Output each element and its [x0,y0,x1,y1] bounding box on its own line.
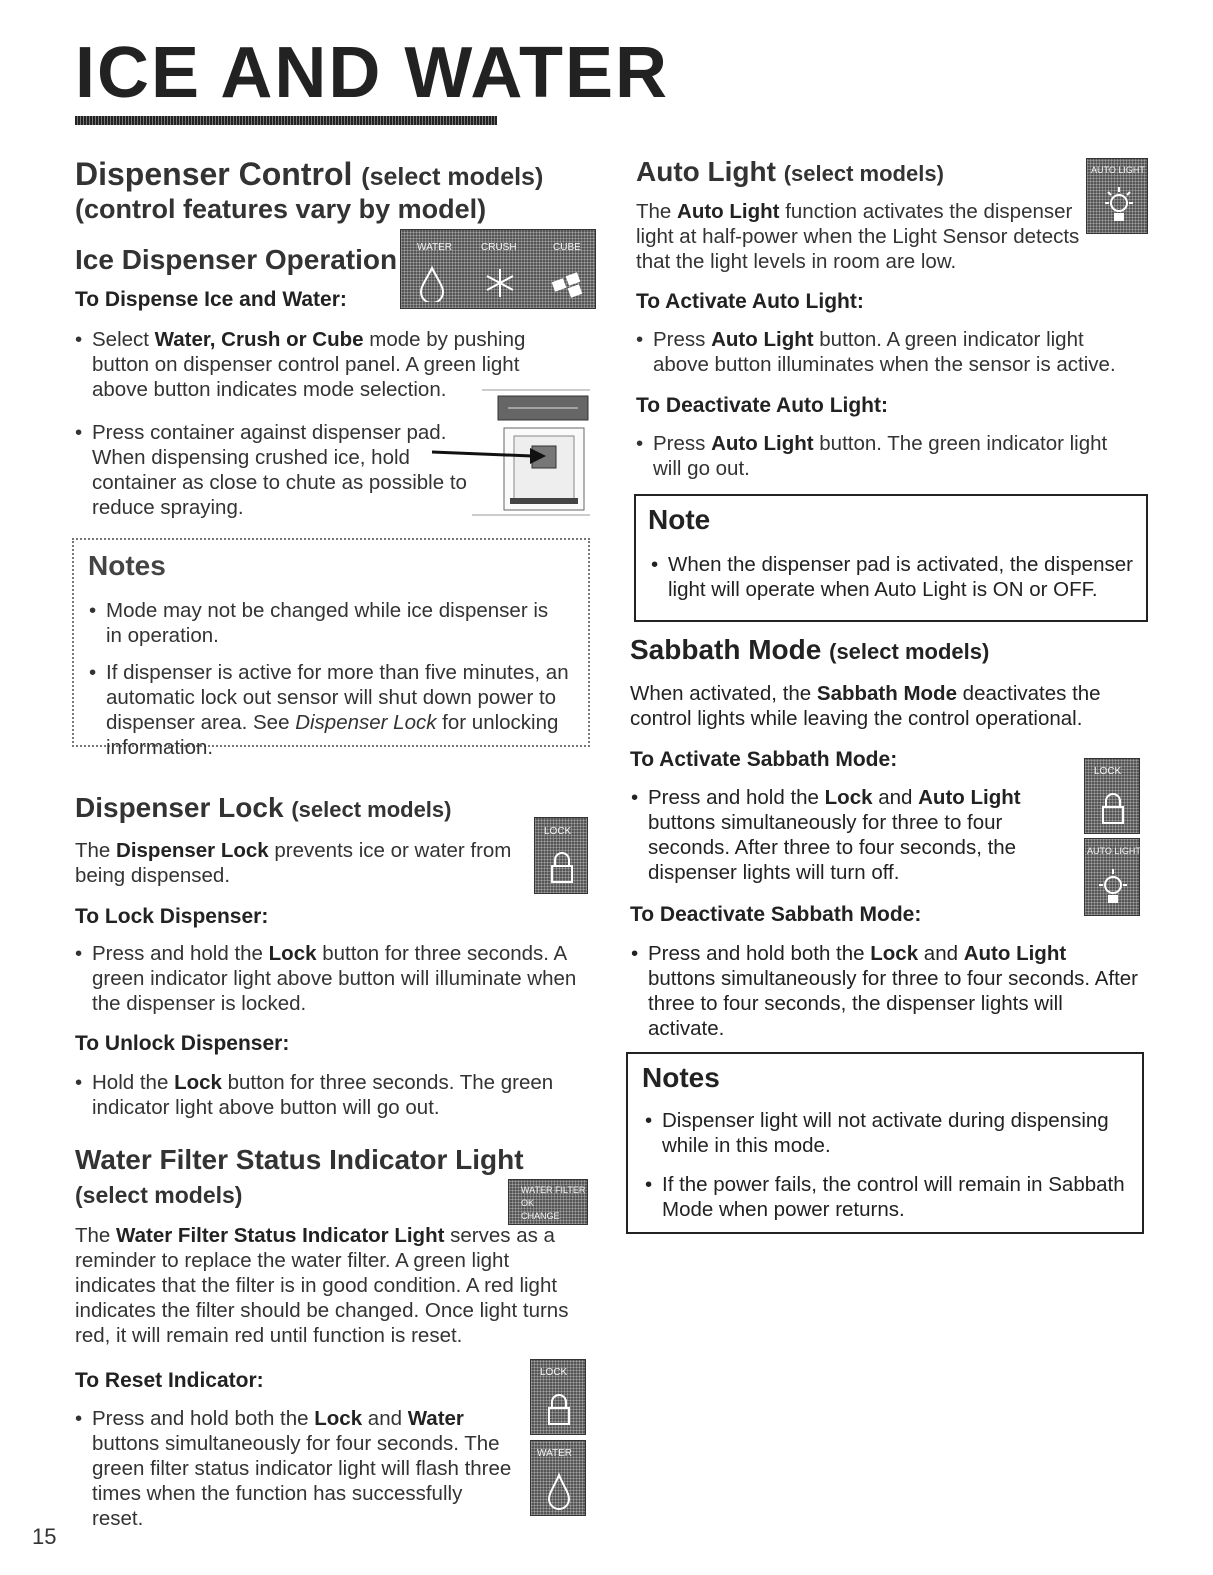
activate-auto-light-bullet: • Press Auto Light button. A green indicator light above button illuminates when the sensor is active. [653,327,1143,377]
lock-icon [545,1392,573,1428]
lock-dispenser-subheading: To Lock Dispenser: [75,905,269,928]
ok-panel-label: OK [521,1198,535,1208]
lock-icon [548,850,576,886]
sabbath-lock-panel-image [1084,758,1140,834]
press-container-bullet: • Press container against dispenser pad. When dispensing crushed ice, hold container as close to chute as possible to reduce spraying. [92,420,487,520]
notes-box-right [626,1052,1144,1234]
activate-sabbath-subheading: To Activate Sabbath Mode: [630,748,898,771]
dispenser-illustration [412,388,592,518]
dispenser-control-subheading: (control features vary by model) [75,194,487,224]
note-title-right: Note [648,504,711,535]
notes-title-left: Notes [88,550,166,581]
auto-light-heading: Auto Light (select models) [636,156,944,187]
notes-item-lockout: • If dispenser is active for more than five minutes, an automatic lock out sensor will shut down power to dispenser area. See Dispenser Lock for unlocking information. [106,660,576,760]
notes-item-no-activate: • Dispenser light will not activate during dispensing while in this mode. [662,1108,1132,1158]
unlock-dispenser-bullet: • Hold the Lock button for three seconds. The green indicator light above button will go out. [92,1070,577,1120]
water-filter-panel-label: WATER FILTER [521,1185,586,1195]
ice-dispenser-heading: Ice Dispenser Operation [75,244,398,275]
page-title: ICE AND WATER [75,33,669,113]
page-number: 15 [32,1524,57,1549]
water-drop-icon [415,264,449,302]
unlock-dispenser-subheading: To Unlock Dispenser: [75,1032,290,1055]
sabbath-lock-label: LOCK [1094,766,1122,777]
water-drop-icon [545,1471,573,1511]
dispenser-lock-heading: Dispenser Lock (select models) [75,792,452,823]
panel-water-label: WATER [417,242,452,253]
reset-indicator-subheading: To Reset Indicator: [75,1369,264,1392]
note-item-dispenser-pad: • When the dispenser pad is activated, the dispenser light will operate when Auto Light is ON or OFF. [668,552,1143,602]
notes-item-mode: • Mode may not be changed while ice dispenser is in operation. [106,598,566,648]
panel-crush-label: CRUSH [481,242,517,253]
reset-indicator-bullet: • Press and hold both the Lock and Water buttons simultaneously for four seconds. The green filter status indicator light will flash three times when the function has successfully reset. [92,1406,517,1531]
lightbulb-icon [1101,185,1137,229]
lock-panel-image [534,817,588,894]
deactivate-sabbath-bullet: • Press and hold both the Lock and Auto Light buttons simultaneously for three to four seconds. After three to four seconds, the dispenser lights will activate. [648,941,1138,1041]
select-mode-bullet: • Select Water, Crush or Cube mode by pushing button on dispenser control panel. A green light above button indicates mode selection. [92,327,562,402]
activate-sabbath-bullet: • Press and hold the Lock and Auto Light buttons simultaneously for three to four seconds. After three to four seconds, the dispenser lights will turn off. [648,785,1058,885]
lightbulb-icon [1095,867,1131,911]
reset-lock-panel-image [530,1359,586,1435]
sabbath-auto-light-panel-image [1084,838,1140,916]
ice-mode-panel-image [400,229,596,309]
deactivate-auto-light-subheading: To Deactivate Auto Light: [636,394,888,417]
water-filter-heading-sub: (select models) [75,1182,243,1208]
notes-title-right: Notes [642,1062,720,1093]
notes-item-power-fails: • If the power fails, the control will remain in Sabbath Mode when power returns. [662,1172,1132,1222]
panel-cube-label: CUBE [553,242,581,253]
change-panel-label: CHANGE [521,1211,560,1221]
sabbath-mode-heading: Sabbath Mode (select models) [630,634,990,665]
snowflake-icon [483,266,517,300]
deactivate-auto-light-bullet: • Press Auto Light button. The green indicator light will go out. [653,431,1128,481]
sabbath-auto-light-label: AUTO LIGHT [1087,846,1141,856]
water-filter-intro: The Water Filter Status Indicator Light serves as a reminder to replace the water filter. A green light indicates that the filter is in good condition. A red light indicates the filter should be changed. Once light turns red, it will remain red until function is reset. [75,1224,569,1347]
dispenser-control-heading: Dispenser Control (select models) [75,156,544,192]
reset-water-panel-image [530,1440,586,1516]
auto-light-panel-label: AUTO LIGHT [1091,165,1145,175]
lock-panel-label: LOCK [544,826,572,837]
sabbath-mode-intro: When activated, the Sabbath Mode deactivates the control lights while leaving the control operational. [630,682,1101,730]
water-filter-heading: Water Filter Status Indicator Light [75,1144,524,1175]
water-filter-panel-image [508,1179,588,1225]
ice-cubes-icon [549,266,589,300]
notes-box-left [72,538,590,759]
reset-lock-label: LOCK [540,1367,568,1378]
auto-light-intro: The Auto Light function activates the dispenser light at half-power when the Light Sensor detects that the light levels in room are low. [636,200,1080,273]
auto-light-panel-image [1086,158,1148,234]
note-box-right [634,494,1148,622]
dispense-subheading: To Dispense Ice and Water: [75,288,347,311]
reset-water-label: WATER [537,1448,572,1459]
lock-dispenser-bullet: • Press and hold the Lock button for three seconds. A green indicator light above button will illuminate when the dispenser is locked. [92,941,587,1016]
lock-icon [1099,791,1127,827]
dispenser-lock-intro: The Dispenser Lock prevents ice or water from being dispensed. [75,839,512,887]
activate-auto-light-subheading: To Activate Auto Light: [636,290,864,313]
deactivate-sabbath-subheading: To Deactivate Sabbath Mode: [630,903,922,926]
title-rule [75,116,497,125]
